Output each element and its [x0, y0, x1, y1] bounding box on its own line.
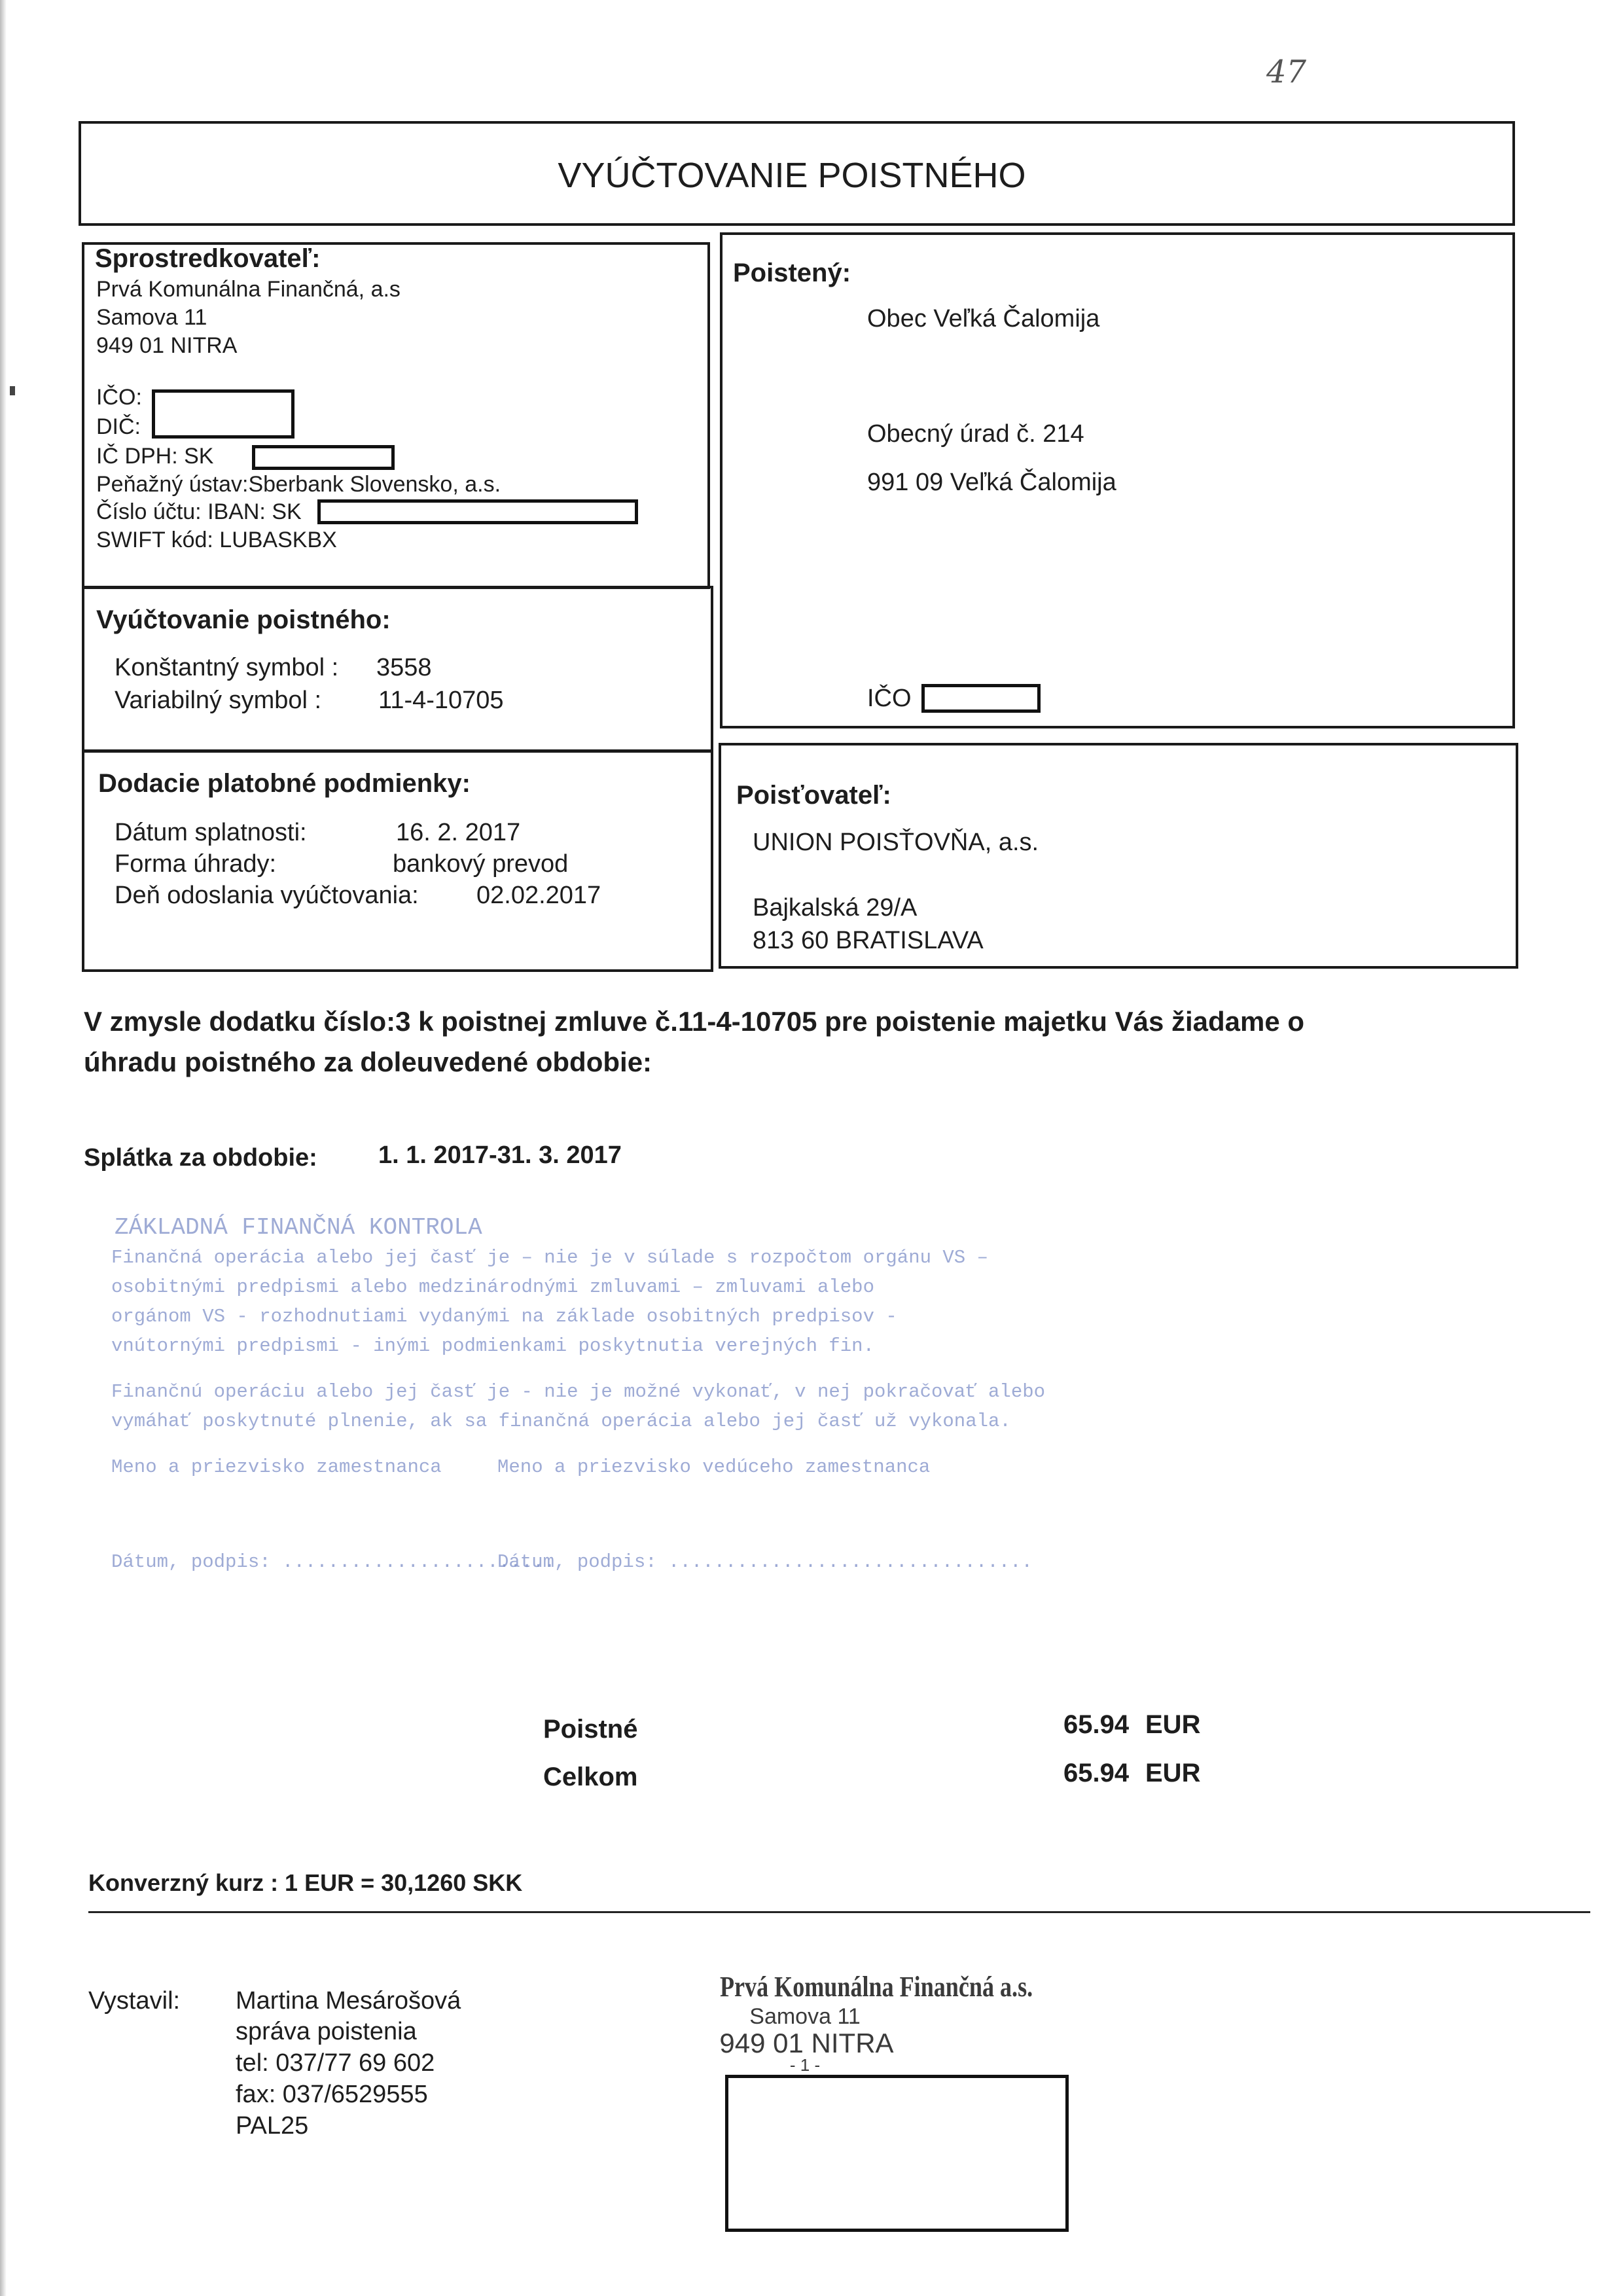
redacted-insured-ico — [921, 684, 1041, 713]
variable-symbol-label: Variabilný symbol : — [115, 687, 322, 714]
financial-control-stamp-line-2: osobitnými predpismi alebo medzinárodnými zmluvami – zmluvami alebo — [111, 1276, 874, 1298]
variable-symbol-value: 11-4-10705 — [378, 687, 504, 714]
total-currency: EUR — [1145, 1759, 1201, 1787]
intermediary-dic-label: DIČ: — [96, 414, 141, 439]
constant-symbol-value: 3558 — [376, 654, 432, 681]
notice-line-2: úhradu poistného za doleuvedené obdobie: — [84, 1047, 652, 1077]
issuer-label: Vystavil: — [88, 1987, 181, 2015]
company-stamp-city: 949 01 NITRA — [719, 2028, 894, 2058]
insured-heading: Poistený: — [733, 259, 851, 287]
intermediary-name: Prvá Komunálna Finančná, a.s — [96, 277, 401, 302]
billing-heading: Vyúčtovanie poistného: — [96, 605, 391, 634]
notice-line-1: V zmysle dodatku číslo:3 k poistnej zmluve č.11-4-10705 pre poistenie majetku Vás žiadame o — [84, 1006, 1305, 1037]
redacted-ico — [152, 389, 294, 439]
premium-label: Poistné — [543, 1715, 638, 1744]
company-stamp-name: Prvá Komunálna Finančná a.s. — [720, 1971, 1033, 2003]
payment-method-value: bankový prevod — [393, 850, 569, 878]
due-date-label: Dátum splatnosti: — [115, 819, 307, 846]
intermediary-account-label: Číslo účtu: IBAN: SK — [96, 499, 302, 524]
installment-value: 1. 1. 2017-31. 3. 2017 — [378, 1141, 622, 1169]
insurer-city: 813 60 BRATISLAVA — [753, 927, 984, 954]
premium-currency: EUR — [1145, 1710, 1201, 1739]
company-stamp-street: Samova 11 — [749, 2004, 861, 2029]
sent-date-value: 02.02.2017 — [476, 882, 601, 909]
redacted-signature-box — [725, 2075, 1069, 2232]
insurer-name: UNION POISŤOVŇA, a.s. — [753, 829, 1039, 856]
intermediary-street: Samova 11 — [96, 305, 207, 330]
insured-ico-label: IČO — [867, 685, 912, 712]
scan-edge-shadow — [0, 0, 7, 2296]
financial-control-stamp-line-4: vnútornými predpismi - inými podmienkami poskytnutia verejných fin. — [111, 1335, 874, 1357]
scan-mark — [10, 386, 15, 395]
issuer-tel: tel: 037/77 69 602 — [236, 2049, 435, 2077]
payment-terms-heading: Dodacie platobné podmienky: — [98, 769, 471, 798]
insurer-heading: Poisťovateľ: — [736, 781, 891, 810]
financial-control-stamp-date-2: Dátum, podpis: ................................ — [497, 1551, 1033, 1573]
handwritten-note: 47 — [1266, 54, 1307, 90]
redacted-iban — [317, 499, 638, 524]
intermediary-ico-label: IČO: — [96, 385, 142, 410]
insured-box — [720, 232, 1515, 728]
issuer-fax: fax: 037/6529555 — [236, 2081, 428, 2108]
footer-divider — [88, 1911, 1590, 1913]
document-title: VYÚČTOVANIE POISTNÉHO — [558, 156, 1026, 195]
financial-control-stamp-manager: Meno a priezvisko vedúceho zamestnanca — [497, 1456, 931, 1478]
insured-name: Obec Veľká Čalomija — [867, 305, 1100, 332]
total-label: Celkom — [543, 1763, 638, 1791]
financial-control-stamp-title: ZÁKLADNÁ FINANČNÁ KONTROLA — [115, 1214, 482, 1241]
financial-control-stamp-line-1: Finančná operácia alebo jej časť je – nie je v súlade s rozpočtom orgánu VS – — [111, 1247, 989, 1268]
page-number: - 1 - — [789, 2055, 821, 2075]
redacted-icdph — [252, 445, 395, 470]
intermediary-icdph-label: IČ DPH: SK — [96, 444, 214, 469]
installment-label: Splátka za obdobie: — [84, 1144, 317, 1172]
intermediary-city: 949 01 NITRA — [96, 333, 238, 358]
financial-control-stamp-employee: Meno a priezvisko zamestnanca — [111, 1456, 442, 1478]
insurer-street: Bajkalská 29/A — [753, 894, 918, 922]
issuer-name: Martina Mesárošová — [236, 1987, 461, 2015]
sent-date-label: Deň odoslania vyúčtovania: — [115, 882, 419, 909]
intermediary-swift: SWIFT kód: LUBASKBX — [96, 528, 337, 552]
financial-control-stamp-line-5: Finančnú operáciu alebo jej časť je - nie je možné vykonať, v nej pokračovať alebo — [111, 1381, 1046, 1403]
intermediary-bank: Peňažný ústav:Sberbank Slovensko, a.s. — [96, 472, 501, 497]
intermediary-heading: Sprostredkovateľ: — [95, 244, 321, 273]
due-date-value: 16. 2. 2017 — [396, 819, 521, 846]
total-value: 65.94 — [1063, 1759, 1130, 1787]
issuer-role: správa poistenia — [236, 2018, 417, 2045]
insured-city: 991 09 Veľká Čalomija — [867, 469, 1116, 496]
issuer-code: PAL25 — [236, 2112, 309, 2140]
premium-value: 65.94 — [1063, 1710, 1130, 1739]
payment-method-label: Forma úhrady: — [115, 850, 277, 878]
constant-symbol-label: Konštantný symbol : — [115, 654, 339, 681]
conversion-rate: Konverzný kurz : 1 EUR = 30,1260 SKK — [88, 1869, 523, 1896]
financial-control-stamp-date-1: Dátum, podpis: ........................ — [111, 1551, 556, 1573]
financial-control-stamp-line-6: vymáhať poskytnuté plnenie, ak sa finančná operácia alebo jej časť už vykonala. — [111, 1410, 1011, 1432]
insured-office: Obecný úrad č. 214 — [867, 420, 1084, 448]
financial-control-stamp-line-3: orgánom VS - rozhodnutiami vydanými na základe osobitných predpisov - — [111, 1306, 897, 1327]
